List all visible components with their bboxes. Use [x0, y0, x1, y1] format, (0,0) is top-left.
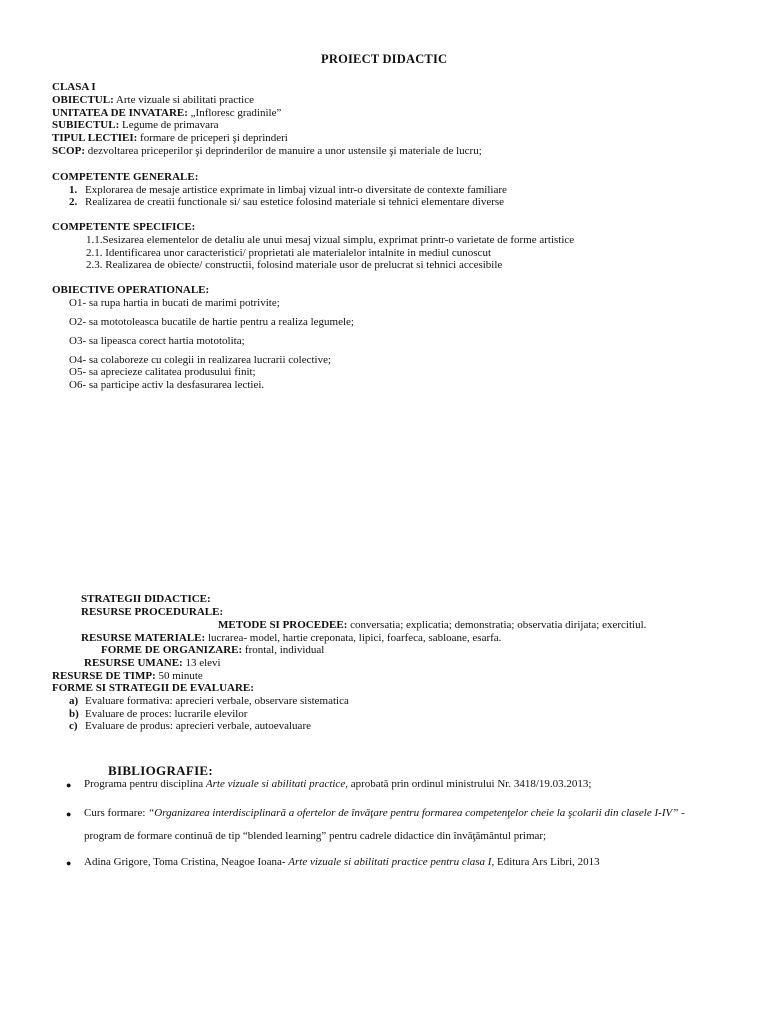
evaluation-heading: FORME SI STRATEGII DE EVALUARE: — [52, 682, 254, 694]
time-resources-value: 50 minute — [158, 670, 203, 682]
bib-title: “Organizarea interdisciplinară a ofertelor de învăţare pentru formarea competenţelor cheie la şcolarii din clasele I-IV” — [148, 807, 679, 819]
objective-item — [69, 335, 245, 348]
objective-item — [69, 366, 256, 379]
subject-label: OBIECTUL: — [52, 94, 114, 106]
general-competences-heading: COMPETENTE GENERALE: — [52, 171, 199, 183]
methods-line — [218, 619, 646, 632]
objective-text: sa mototoleasca bucatile de hartie pentru a realiza legumele; — [88, 316, 354, 328]
bibliography-item — [84, 778, 591, 791]
subject-value: Arte vizuale si abilitati practice — [115, 94, 254, 106]
objective-item — [69, 316, 354, 329]
item-number: 2. — [69, 196, 78, 208]
general-competence-item — [69, 196, 504, 209]
materials-value: lucrarea- model, hartie creponata, lipici, foarfeca, sabloane, esarfa. — [207, 632, 502, 644]
evaluation-item — [69, 695, 349, 708]
bibliography-item — [84, 807, 685, 820]
time-resources-label: RESURSE DE TIMP: — [52, 670, 156, 682]
scope-line — [52, 145, 482, 158]
strategies-heading: STRATEGII DIDACTICE: — [81, 593, 211, 605]
bullet-icon: ● — [66, 809, 72, 819]
objective-text: sa colaboreze cu colegii in realizarea lucrarii colective; — [88, 354, 332, 366]
organization-value: frontal, individual — [244, 644, 325, 656]
materials-label: RESURSE MATERIALE: — [81, 632, 206, 644]
scope-value: dezvoltarea priceperilor şi deprinderilor de manuire a unor ustensile şi materiale de lucru; — [87, 145, 482, 157]
specific-competence-item: 1.1.Sesizarea elementelor de detaliu ale unui mesaj vizual simplu, exprimat printr-o varietate de forme artistice — [86, 234, 575, 246]
human-resources-value: 13 elevi — [185, 657, 221, 669]
objectives-heading: OBIECTIVE OPERATIONALE: — [52, 284, 210, 296]
item-text: Explorarea de mesaje artistice exprimate in limbaj vizual intr-o diversitate de contexte familiare — [85, 184, 507, 196]
objective-text: sa lipeasca corect hartia mototolita; — [88, 335, 245, 347]
item-number: 1. — [69, 184, 78, 196]
lesson-type-line — [52, 132, 288, 145]
bib-title: Arte vizuale si abilitati practice — [205, 778, 346, 790]
objective-code: O5- — [69, 366, 87, 378]
bib-text: Programa pentru disciplina — [84, 778, 206, 790]
objective-text: sa rupa hartia in bucati de marimi potrivite; — [88, 297, 280, 309]
bib-text: Adina Grigore, Toma Cristina, Neagoe Ioana- — [84, 856, 289, 868]
item-letter: a) — [69, 695, 79, 707]
item-letter: b) — [69, 708, 79, 720]
bibliography-heading: BIBLIOGRAFIE: — [108, 763, 214, 778]
objective-code: O4- — [69, 354, 87, 366]
organization-label: FORME DE ORGANIZARE: — [101, 644, 243, 656]
bib-text: Editura Ars Libri, 2013 — [494, 856, 600, 868]
class-label: CLASA I — [52, 81, 96, 93]
procedural-resources-heading: RESURSE PROCEDURALE: — [81, 606, 224, 618]
bib-text: , aprobată prin ordinul ministrului Nr. 3418/19.03.2013; — [345, 778, 592, 790]
topic-line — [52, 119, 219, 132]
item-text: Realizarea de creatii functionale si/ sau estetice folosind materiale si tehnici elementare diverse — [85, 196, 505, 208]
subject-line — [52, 94, 254, 107]
topic-value: Legume de primavara — [122, 119, 219, 131]
bullet-icon: ● — [66, 858, 72, 868]
objective-item — [69, 379, 264, 392]
specific-competence-item: 2.3. Realizarea de obiecte/ constructii, folosind materiale usor de prelucrat si tehnici accesibile — [86, 259, 503, 271]
item-text: Evaluare de proces: lucrarile elevilor — [85, 708, 248, 720]
objective-code: O2- — [69, 316, 87, 328]
class-line — [52, 81, 96, 94]
bib-title: Arte vizuale si abilitati practice pentru clasa I, — [288, 856, 495, 868]
item-text: Evaluare de produs: aprecieri verbale, autoevaluare — [85, 720, 311, 732]
human-resources-line — [84, 657, 221, 670]
specific-competences-heading: COMPETENTE SPECIFICE: — [52, 221, 196, 233]
objective-text: sa aprecieze calitatea produsului finit; — [88, 366, 256, 378]
topic-label: SUBIECTUL: — [52, 119, 120, 131]
objective-item — [69, 297, 280, 310]
lesson-type-label: TIPUL LECTIEI: — [52, 132, 138, 144]
unit-label: UNITATEA DE INVATARE: — [52, 107, 188, 119]
methods-value: conversatia; explicatia; demonstratia; observatia dirijata; exercitiul. — [350, 619, 647, 631]
specific-competence-item: 2.1. Identificarea unor caracteristici/ proprietati ale materialelor intalnite in mediul cunoscut — [86, 247, 491, 259]
bibliography-item — [84, 856, 600, 869]
item-text: Evaluare formativa: aprecieri verbale, observare sistematica — [85, 695, 349, 707]
objective-code: O3- — [69, 335, 87, 347]
bib-text: Curs formare: — [84, 807, 149, 819]
bullet-icon: ● — [66, 780, 72, 790]
human-resources-label: RESURSE UMANE: — [84, 657, 183, 669]
unit-value: „Infloresc gradinile” — [190, 107, 282, 119]
organization-line — [101, 644, 324, 657]
bibliography-item-continuation: program de formare continuă de tip “blended learning” pentru cadrele didactice din învăţământul primar; — [84, 830, 547, 842]
scope-label: SCOP: — [52, 145, 85, 157]
lesson-type-value: formare de priceperi şi deprinderi — [140, 132, 288, 144]
objective-code: O6- — [69, 379, 87, 391]
objective-code: O1- — [69, 297, 87, 309]
objective-text: sa participe activ la desfasurarea lectiei. — [88, 379, 265, 391]
item-letter: c) — [69, 720, 78, 732]
evaluation-item — [69, 720, 311, 733]
bib-text: - — [678, 807, 685, 819]
document-title: PROIECT DIDACTIC — [321, 52, 448, 66]
methods-label: METODE SI PROCEDEE: — [218, 619, 348, 631]
